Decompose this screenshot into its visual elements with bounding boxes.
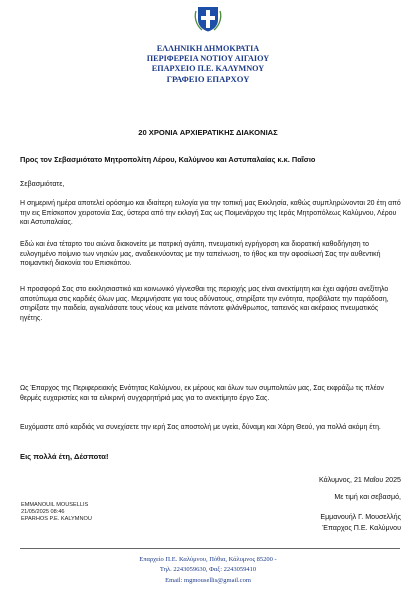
respect-line: Με τιμή και σεβασμό,	[334, 493, 401, 501]
letter-paragraph: Η σημερινή ημέρα αποτελεί ορόσημο και ιδιαίτερη ευλογία για την τοπική μας Εκκλησία, καθώς συμπληρώνονται 20 έτη από την εις Επίσκοπον χειροτονία Σας, ύστερα από την εκλογή Σας ως Ποιμενάρχου της Ιεράς Μητροπόλεως Καλύμνου, Λέρου και Αστυπαλαίας.	[20, 200, 401, 227]
footer-divider	[20, 548, 400, 549]
place-date: Κάλυμνος, 21 Μαΐου 2025	[319, 476, 401, 484]
letter-closing: Εις πολλά έτη, Δέσποτα!	[20, 452, 109, 461]
letterhead-authority: ΕΠΑΡΧΕΙΟ Π.Ε. ΚΑΛΥΜΝΟΥ	[151, 64, 265, 73]
signatory-name: Εμμανουήλ Γ. Μουσελλής	[320, 513, 401, 521]
footer-email[interactable]: Email: mgmousellis@gmail.com	[165, 577, 251, 584]
signatory-title: Έπαρχος Π.Ε. Καλύμνου	[322, 524, 401, 532]
letter-paragraph: Εδώ και ένα τέταρτο του αιώνα διακονείτε με πατρική αγάπη, πνευματική εγρήγορση και διορατική καθοδήγηση το ευλογημένο ποίμνιο των νησιών μας, αναδεικνύοντας με την ταπείνωση, το ήθος και την αφοσίωσή Σας την αυθεντική ποιμαντική διακονία του Επισκόπου.	[20, 241, 381, 268]
letterhead-country: ΕΛΛΗΝΙΚΗ ΔΗΜΟΚΡΑΤΙΑ	[156, 44, 260, 53]
letter-paragraph: Η προσφορά Σας στο εκκλησιαστικό και κοινωνικό γίγνεσθαι της περιοχής μας είναι ανεκτίμητη και έχει αφήσει ανεξίτηλο αποτύπωμα στις καρδιές όλων μας. Μεριμνήσατε για τους αδύνατους, στηρίξατε την ενότητα, προβάλατε την παράδοση, στηρίξατε την παιδεία, αγκαλιάσατε τους νέους και μείνατε πάντοτε φιλάνθρωπος, ταπεινός και ακέραιος πνευματικός ηγέτης.	[20, 286, 389, 323]
letter-paragraph: Ως Έπαρχος της Περιφερειακής Ενότητας Καλύμνου, εκ μέρους και όλων των συμπολιτών μας, Σας εκφράζω τις πλέον θερμές ευχαριστίες και τα ειλικρινή συγχαρητήριά μας για το ανεκτίμητο έργο Σας.	[20, 385, 384, 402]
footer-address: Επαρχείο Π.Ε. Καλύμνου, Πόθια, Κάλυμνος 85200 -	[139, 556, 277, 563]
letter-recipient: Προς τον Σεβασμιότατο Μητροπολίτη Λέρου, Καλύμνου και Αστυπαλαίας κ.κ. Παΐσιο	[20, 155, 316, 164]
footer-phones: Τηλ. 2243059630, Φαξ: 2243059410	[159, 566, 257, 573]
letter-title: 20 ΧΡΟΝΙΑ ΑΡΧΙΕΡΑΤΙΚΗΣ ΔΙΑΚΟΝΙΑΣ	[138, 128, 278, 137]
letterhead-office: ΓΡΑΦΕΙΟ ΕΠΑΡΧΟΥ	[166, 74, 250, 84]
letter-salutation: Σεβασμιότατε,	[20, 180, 65, 188]
greek-coat-of-arms-icon	[194, 5, 222, 33]
digital-signature-name: EMMANOUIL MOUSELLIS	[21, 502, 89, 508]
digital-signature-timestamp: 21/05/2025 08:46	[21, 509, 65, 515]
letterhead-region: ΠΕΡΙΦΕΡΕΙΑ ΝΟΤΙΟΥ ΑΙΓΑΙΟΥ	[146, 54, 270, 63]
digital-signature-role: EPARHOS P.E. KALYMNOU	[21, 516, 92, 522]
letter-paragraph: Ευχόμαστε από καρδιάς να συνεχίσετε την ιερή Σας αποστολή με υγεία, δύναμη και Χάρη Θεού, για πολλά ακόμη έτη.	[20, 424, 381, 431]
